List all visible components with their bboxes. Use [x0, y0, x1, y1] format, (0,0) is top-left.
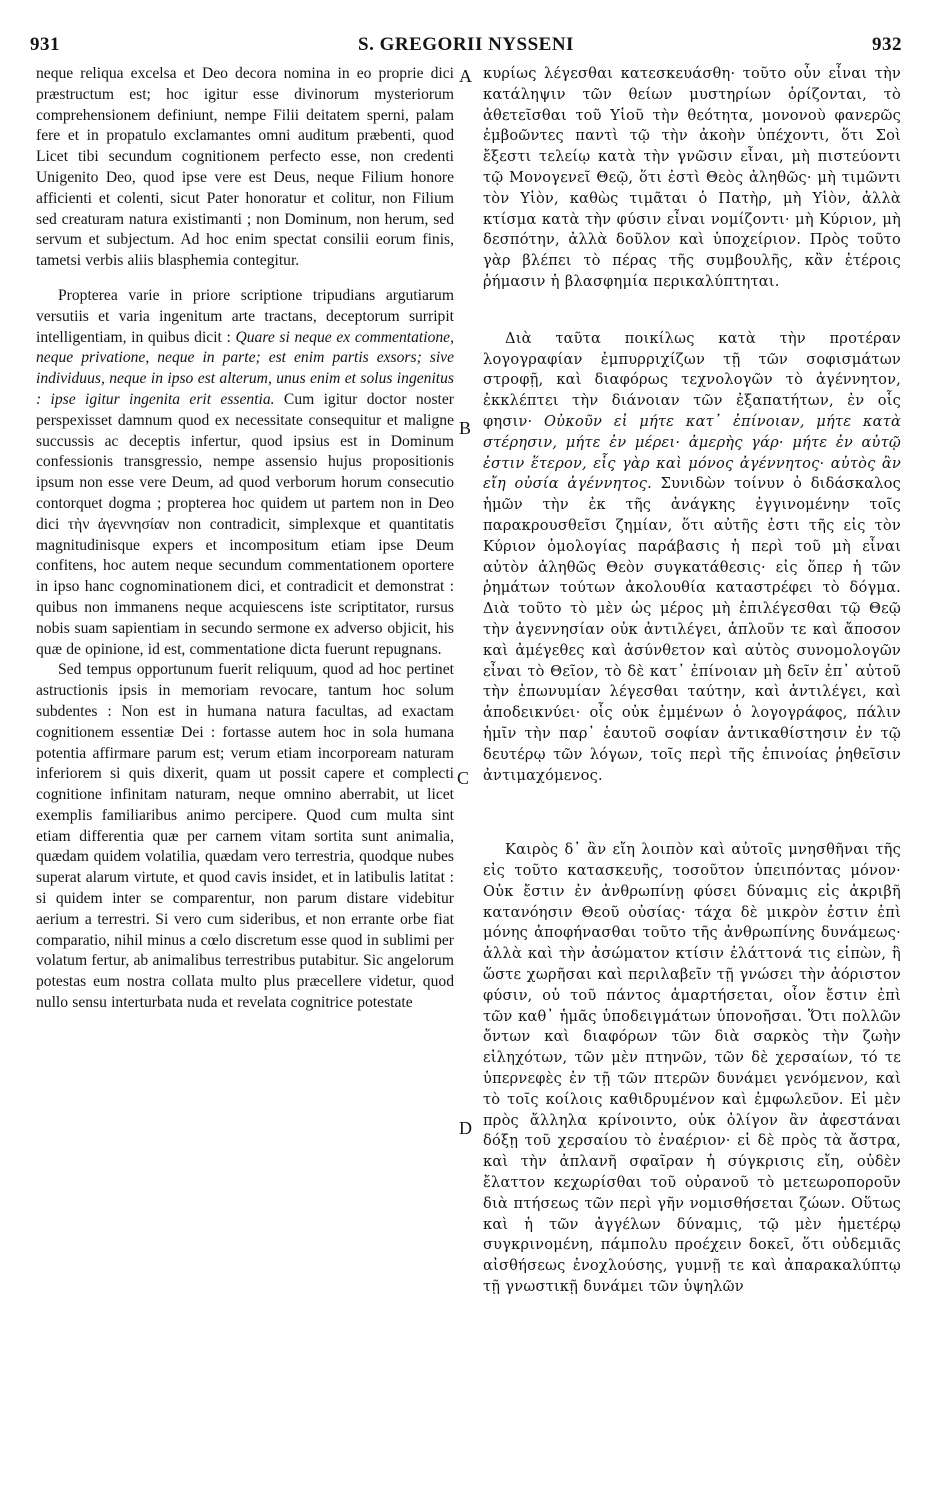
- latin-paragraph-2-start: Propterea varie in priore scriptione tripudians argutiarum versutiis et varia ingenitum arte tractans, deceptorum surripit intelligentiam, in quibus dicit :: [36, 286, 454, 346]
- running-title: S. GREGORII NYSSENI: [358, 34, 574, 55]
- latin-paragraph-3: Sed tempus opportunum fuerit reliquum, quod ad hoc pertinet astructionis ipsis in memoriam revocare, tantum hoc solum subdentes : Non est in humana natura facultas, ad exactam cognitionem essentiæ Dei : fortasse autem hoc in sola humana potentia affirmare parum est; verum etiam incorpoream naturam inferiorem si quis dixerit, quam ut possit capere et complecti cognitione infinitam naturam, neque omnino aberrabit, ut licet exemplis familiaribus animo percipere. Quod cum multa sint etiam differentia quæ per carnem vitam sortita sunt animalia, quædam quidem volatilia, quædam vero terrestria, quodque nubes superat alarum virtute, et quod cavis insidet, et in latibulis latitat : si quidem inter se comparentur, non parum distare videbitur aerium a terrestri. Si vero cum sideribus, et non errante orbe fiat comparatio, nihil minus a cœlo discretum esse quod in sublimi per volatum fertur, ab animalibus terrestribus putabitur. Sic angelorum potestas eum nostra collata multo plus præcellere videtur, quod nullo sensu interturbata nuda et revelata cognitrice potestate: [36, 661, 454, 1012]
- latin-column: [36, 64, 454, 1014]
- latin-paragraph-2-end: Cum igitur doctor noster perspexisset damnum quod ex necessitate consequitur et maligne succussis ac deceptis infertur, quod ipsius est in Dominum confessionis transgressio, nempe assensio hujus propositionis ipsum non esse vere Deum, ad quod verborum horum consecutio contorquet dogma ; propterea hoc quidem ut partem non in Deo dici τὴν ἀγεννησίαν non contradicit, simplexque et quantitatis magnitudinisque expers et incompositum etiam ipse Deum confitens, hoc autem neque secundum commentationem oportere in ipso hanc cognominationem dici, et contradicit et demonstrat : quibus non immanens neque acquiescens iste scriptitator, rursus nobis suam sapientiam in secundo sermone ex adverso objicit, his quæ de opinione, id est, commentatione dicta fuerunt repugnans.: [36, 390, 454, 658]
- latin-paragraph-1: neque reliqua excelsa et Deo decora nomina in eo proprie dici præstructum est; hoc igitur esse divinorum mysteriorum comprehensionem definiunt, nempe Filii deitatem sperni, palam fere et in propatulo exclamantes omni auditum præbenti, quod Licet tibi secundum cognitionem perfecto esse, non credenti Unigenito Deo, quod ipse vere est Deus, neque Filium honore afficienti et colenti, sicut Pater honoratur et colitur, non Filium sed creaturam natura existimanti ; non Dominum, non herum, sed servum et subjectum. Ad hoc enim spectat consilii eorum finis, tametsi verbis aliis blasphemia contegitur.: [36, 65, 454, 270]
- margin-letter-a: A: [459, 66, 472, 86]
- latin-paragraph-2: [36, 286, 454, 660]
- margin-letter-c: C: [457, 768, 470, 788]
- greek-paragraph-2: [483, 329, 901, 787]
- greek-quotation: Οὐκοῦν εἰ μήτε κατ᾽ ἐπίνοιαν, μήτε κατὰ στέρησιν, μήτε ἐν μέρει· ἀμερὴς γάρ· μήτε ἐν αὐτῷ ἐστιν ἕτερον, εἷς γὰρ καὶ μόνος ἀγέννητος· αὐτὸς ἂν εἴη οὐσία ἀγέννητος.: [483, 412, 901, 493]
- margin-letter-b: B: [459, 418, 472, 438]
- running-header: [30, 24, 902, 64]
- page-number-left: 931: [30, 34, 60, 55]
- latin-quotation: Quare si neque ex commentatione, neque privatione, neque in parte; est enim partis exsors; sive individuus, neque in ipso est alterum, unus enim et solus ingenitus : ipse igitur ingenita erit essentia.: [36, 328, 454, 408]
- page-number-right: 932: [872, 34, 902, 55]
- greek-paragraph-1: κυρίως λέγεσθαι κατεσκευάσθη· τοῦτο οὖν εἶναι τὴν κατάληψιν τῶν θείων μυστηρίων ὁρίζονται, τὸ ἀθετεῖσθαι τοῦ Υἱοῦ τὴν θεότητα, μονονοὺ φανερῶς ἐμβοῶντες παντὶ τῷ τὴν ἀκοὴν ὑπέχοντι, ὅτι Σοὶ ἔξεστι τελείῳ κατὰ τὴν γνῶσιν εἶναι, μὴ πιστεύοντι τῷ Μονογενεῖ Θεῷ, ὅτι ἐστὶ Θεὸς ἀληθῶς· μὴ τιμῶντι τὸν Υἱὸν, καθὼς τιμᾶται ὁ Πατὴρ, μὴ Υἱὸν, ἀλλὰ κτίσμα κατὰ τὴν φύσιν εἶναι νομίζοντι· μὴ Κύριον, μὴ δεσπότην, ἀλλὰ δοῦλον καὶ ὑποχείριον. Πρὸς τοῦτο γὰρ βλέπει τὸ πέρας τῆς συμβουλῆς, κἂν ἑτέροις ῥήμασιν ἡ βλασφημία περικαλύπτηται.: [483, 65, 901, 290]
- greek-paragraph-3: Καιρὸς δ᾽ ἂν εἴη λοιπὸν καὶ αὐτοῖς μνησθῆναι τῆς εἰς τοῦτο κατασκευῆς, τοσοῦτον ὑπειπόντας μόνον· Οὐκ ἔστιν ἐν ἀνθρωπίνῃ φύσει δύναμις εἰς ἀκριβῆ κατανόησιν Θεοῦ οὐσίας· τάχα δὲ μικρὸν ἐστιν ἐπὶ μόνης ἀποφήνασθαι τοῦτο τῆς ἀνθρωπίνης δυνάμεως· ἀλλὰ καὶ τὴν ἀσώματον κτίσιν ἐλάττονά τις εἰπὼν, ἢ ὥστε χωρῆσαι καὶ περιλαβεῖν τῇ γνώσει τὴν ἀόριστον φύσιν, οὐ τοῦ πάντος ἁμαρτήσεται, οἷον ἔστιν ἐπὶ τῶν καθ᾽ ἡμᾶς ὑποδειγμάτων ὑπονοῆσαι. Ὅτι πολλῶν ὄντων καὶ διαφόρων τῶν διὰ σαρκὸς τὴν ζωὴν εἰληχότων, τῶν μὲν πτηνῶν, τῶν δὲ χερσαίων, τό τε ὑπερνεφὲς ἐν τῇ τῶν πτερῶν δυνάμει γενόμενον, καὶ τὸ τοῖς κοίλοις καθιδρυμένον καὶ ἐμφωλεῦον. Εἰ μὲν πρὸς ἄλληλα κρίνοιντο, οὐκ ὀλίγον ἂν ἀφεστάναι δόξῃ τοῦ χερσαίου τὸ ἐναέριον· εἰ δὲ πρὸς τὰ ἄστρα, καὶ τὴν ἀπλανῆ σφαῖραν ἡ σύγκρισις εἴη, οὐδὲν ἔλαττον κεχωρίσθαι τοῦ οὐρανοῦ τὸ μετεωροποροῦν διὰ πτήσεως τῶν περὶ γῆν νομισθήσεται ζώων. Οὕτως καὶ ἡ τῶν ἀγγέλων δύναμις, τῷ μὲν ἡμετέρῳ συγκρινομένη, πάμπολυ προέχειν δοκεῖ, ὅτι οὐδεμιᾶς αἰσθήσεως ἐνοχλούσης, γυμνῇ τε καὶ ἀπαρακαλύπτῳ τῇ γνωστικῇ δυνάμει τῶν ὑψηλῶν: [483, 841, 901, 1296]
- greek-paragraph-2-start: Διὰ ταῦτα ποικίλως κατὰ τὴν προτέραν λογογραφίαν ἐμπυρριχίζων τῇ τῶν σοφισμάτων στροφῇ, καὶ διαφόρως τεχνολογῶν τὸ ἀγέννητον, ἐκκλέπτει τὴν διάνοιαν τῶν ἐξαπατήτων, ἐν οἷς φησιν·: [483, 329, 901, 430]
- margin-letter-d: D: [459, 1118, 472, 1138]
- greek-column: [483, 64, 901, 1298]
- greek-paragraph-2-end: Συνιδὼν τοίνυν ὁ διδάσκαλος ἡμῶν τὴν ἐκ τῆς ἀνάγκης ἐγγινομένην τοῖς παρακρουσθεῖσι ζημίαν, ὅτι αὐτῆς ἐστι τῆς εἰς τὸν Κύριον ὁμολογίας παράβασις ἡ περὶ τοῦ μὴ εἶναι αὐτὸν ἀληθῶς Θεὸν συγκατάθεσις· εἰς ὅπερ ἡ τῶν ῥημάτων τούτων ἀκολουθία καταστρέφει τὸ δόγμα. Διὰ τοῦτο τὸ μὲν ὡς μέρος μὴ ἐπιλέγεσθαι τῷ Θεῷ τὴν ἀγεννησίαν οὐκ ἀντιλέγει, ἁπλοῦν τε καὶ ἄποσον καὶ ἀμέγεθες καὶ ἀσύνθετον καὶ αὐτὸς συνομολογῶν εἶναι τὸ Θεῖον, τὸ δὲ κατ᾽ ἐπίνοιαν μὴ δεῖν ἐπ᾽ αὐτοῦ τὴν ἐπωνυμίαν λέγεσθαι ταύτην, καὶ ἀντιλέγει, καὶ ἀποδεικνύει· οἷς οὐκ ἐμμένων ὁ λογογράφος, πάλιν ἡμῖν τὴν παρ᾽ ἑαυτοῦ σοφίαν ἀντικαθίστησιν ἐν τῷ δευτέρῳ τῶν λόγων, τοῖς περὶ τῆς ἐπινοίας ῥηθεῖσιν ἀντιμαχόμενος.: [483, 475, 901, 784]
